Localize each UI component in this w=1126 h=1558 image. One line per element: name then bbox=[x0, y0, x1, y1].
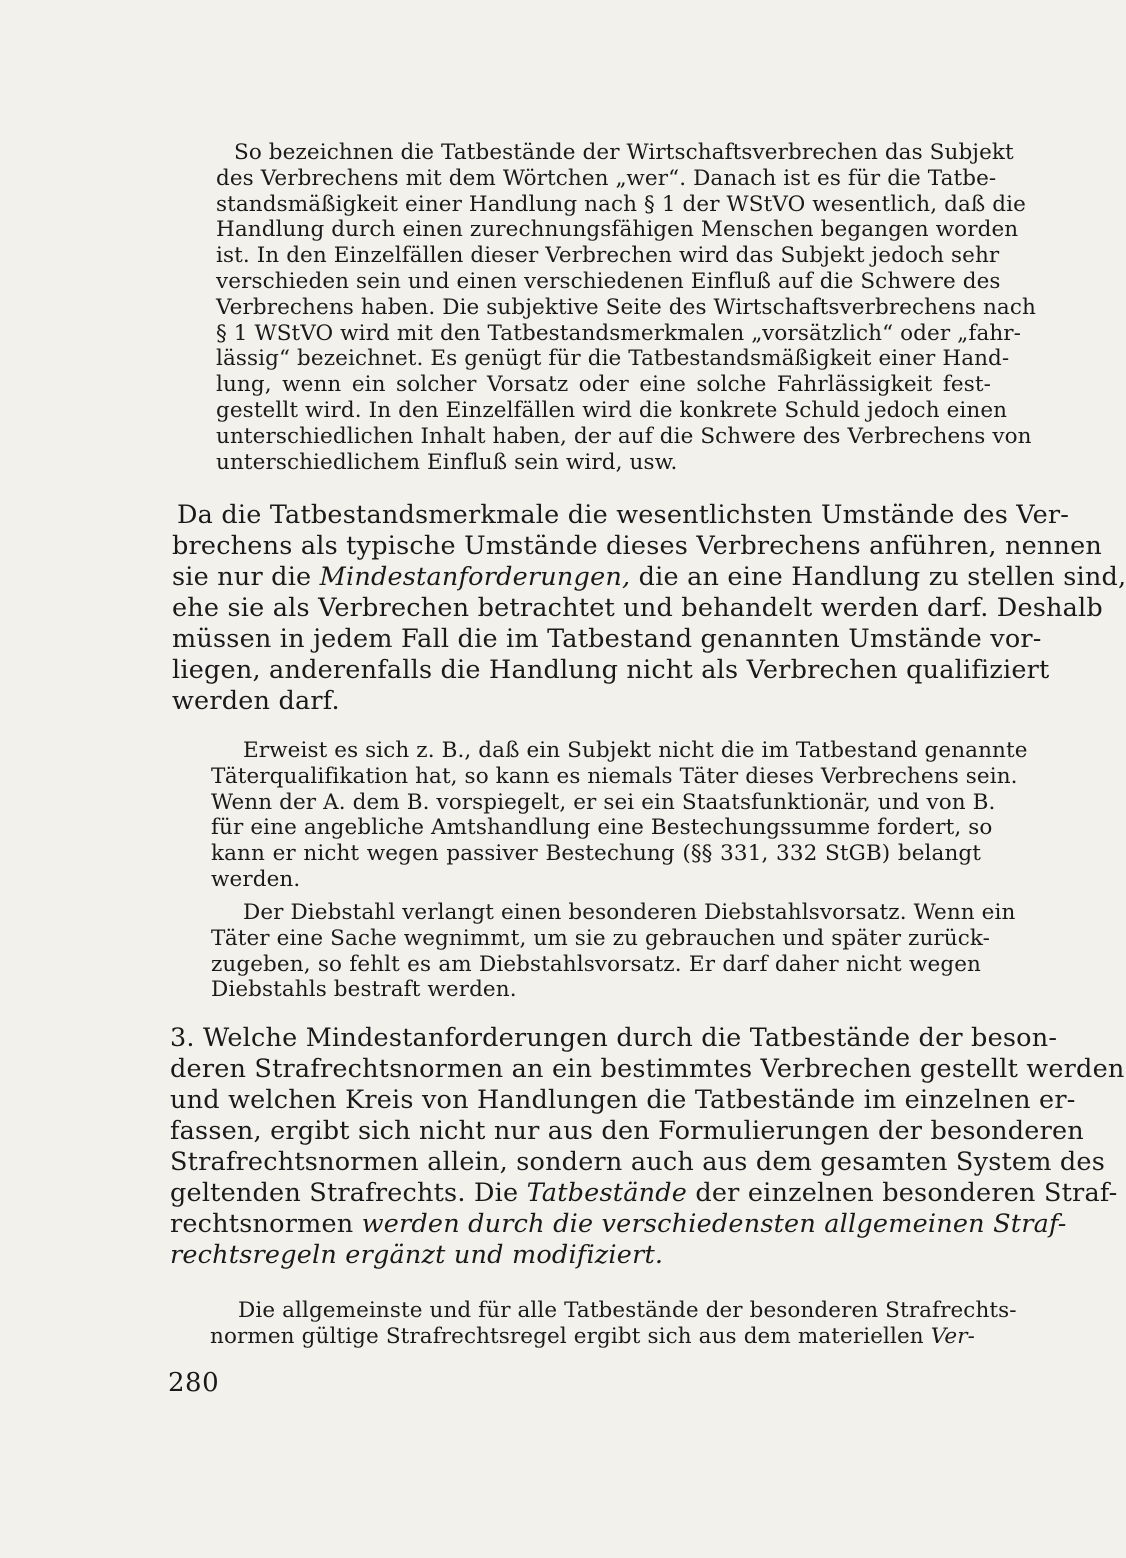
emphasis-text: Mindestanforderungen, bbox=[319, 562, 631, 592]
text-line: Der Diebstahl verlangt einen besonderen Diebstahlsvorsatz. Wenn ein bbox=[243, 900, 1016, 925]
text-line: Täter eine Sache wegnimmt, um sie zu gebrauchen und später zurück- bbox=[211, 925, 990, 951]
text-line: Die allgemeinste und für alle Tatbestände der besonderen Strafrechts- bbox=[238, 1298, 1017, 1323]
text-line: Strafrechtsnormen allein, sondern auch aus dem gesamten System des bbox=[170, 1147, 1106, 1177]
text-line: des Verbrechens mit dem Wörtchen „wer“. Danach ist es für die Tatbe- bbox=[216, 165, 997, 191]
text-line: und welchen Kreis von Handlungen die Tatbestände im einzelnen er- bbox=[170, 1085, 1076, 1115]
emphasis-text: Ver- bbox=[930, 1323, 975, 1349]
text-line: verschieden sein und einen verschiedenen Einfluß auf die Schwere des bbox=[216, 268, 1001, 294]
paragraph-section-3 bbox=[170, 1023, 1125, 1271]
text-line bbox=[170, 1209, 1067, 1240]
emphasis-text: werden durch die verschiedensten allgemeinen Straf- bbox=[361, 1209, 1067, 1239]
text-line bbox=[170, 1178, 1118, 1209]
text-line: werden. bbox=[211, 866, 301, 892]
text-line: Handlung durch einen zurechnungsfähigen Menschen begangen worden bbox=[216, 217, 1019, 243]
text-line: unterschiedlichem Einfluß sein wird, usw. bbox=[216, 449, 678, 475]
text-line: müssen in jedem Fall die im Tatbestand genannten Umstände vor- bbox=[172, 624, 1042, 654]
text-line: unterschiedlichen Inhalt haben, der auf die Schwere des Verbrechens von bbox=[216, 423, 1032, 449]
text-line: Diebstahls bestraft werden. bbox=[211, 977, 517, 1003]
paragraph-example-taeterqualifikation bbox=[211, 738, 1028, 893]
text-run: der einzelnen besonderen Straf- bbox=[687, 1178, 1118, 1208]
text-line: lung, wenn ein solcher Vorsatz oder eine solche Fahrlässigkeit fest- bbox=[216, 372, 991, 398]
text-line: ist. In den Einzelfällen dieser Verbrechen wird das Subjekt jedoch sehr bbox=[216, 243, 1000, 269]
text-line: zugeben, so fehlt es am Diebstahlsvorsatz. Er darf daher nicht wegen bbox=[211, 951, 981, 977]
page-number: 280 bbox=[168, 1368, 220, 1398]
text-line: brechens als typische Umstände dieses Verbrechens anführen, nennen bbox=[172, 531, 1103, 561]
text-line: § 1 WStVO wird mit den Tatbestandsmerkmalen „vorsätzlich“ oder „fahr- bbox=[216, 320, 1022, 346]
text-run: die an eine Handlung zu stellen sind, bbox=[630, 562, 1126, 592]
emphasis-text: rechtsregeln ergänzt und modifiziert. bbox=[170, 1240, 664, 1270]
text-line: ehe sie als Verbrechen betrachtet und behandelt werden darf. Deshalb bbox=[172, 593, 1103, 623]
text-line: Erweist es sich z. B., daß ein Subjekt nicht die im Tatbestand genannte bbox=[243, 738, 1028, 763]
text-line: lässig“ bezeichnet. Es genügt für die Tatbestandsmäßigkeit einer Hand- bbox=[216, 346, 1010, 372]
text-line bbox=[170, 1240, 982, 1271]
text-run: geltenden Strafrechts. Die bbox=[170, 1178, 527, 1208]
text-line: fassen, ergibt sich nicht nur aus den Formulierungen der besonderen bbox=[170, 1116, 1084, 1146]
text-line: gestellt wird. In den Einzelfällen wird die konkrete Schuld jedoch einen bbox=[216, 397, 1008, 423]
text-line: So bezeichnen die Tatbestände der Wirtschaftsverbrechen das Subjekt bbox=[234, 140, 1014, 165]
paragraph-example-diebstahl bbox=[211, 900, 1016, 1003]
text-line: Wenn der A. dem B. vorspiegelt, er sei ein Staatsfunktionär, und von B. bbox=[211, 789, 996, 815]
text-run: rechtsnormen bbox=[170, 1209, 362, 1239]
paragraph-wirtschaftsverbrechen-subject bbox=[216, 140, 1036, 475]
text-line: standsmäßigkeit einer Handlung nach § 1 der WStVO wesentlich, daß die bbox=[216, 191, 1026, 217]
text-line: liegen, anderenfalls die Handlung nicht als Verbrechen qualifiziert bbox=[172, 655, 1050, 685]
text-line: kann er nicht wegen passiver Bestechung (§§ 331, 332 StGB) belangt bbox=[211, 841, 981, 867]
paragraph-allgemeinste-strafrechtsregel bbox=[210, 1298, 1017, 1350]
text-line: Täterqualifikation hat, so kann es niemals Täter dieses Verbrechens sein. bbox=[211, 763, 1018, 789]
text-line: für eine angebliche Amtshandlung eine Bestechungssumme fordert, so bbox=[211, 815, 993, 841]
text-run: normen gültige Strafrechtsregel ergibt sich aus dem materiellen bbox=[210, 1323, 931, 1349]
text-line: Da die Tatbestandsmerkmale die wesentlichsten Umstände des Ver- bbox=[177, 500, 1070, 530]
emphasis-text: Tatbestände bbox=[526, 1178, 688, 1208]
text-line: werden darf. bbox=[172, 686, 340, 716]
text-line bbox=[210, 1324, 975, 1350]
text-run: sie nur die bbox=[172, 562, 320, 592]
text-line bbox=[172, 562, 1126, 593]
paragraph-mindestanforderungen bbox=[172, 500, 1126, 717]
text-line: Verbrechens haben. Die subjektive Seite des Wirtschaftsverbrechens nach bbox=[216, 294, 1036, 320]
text-line: 3. Welche Mindestanforderungen durch die Tatbestände der beson- bbox=[170, 1023, 1058, 1053]
text-line: deren Strafrechtsnormen an ein bestimmtes Verbrechen gestellt werden bbox=[170, 1054, 1125, 1084]
